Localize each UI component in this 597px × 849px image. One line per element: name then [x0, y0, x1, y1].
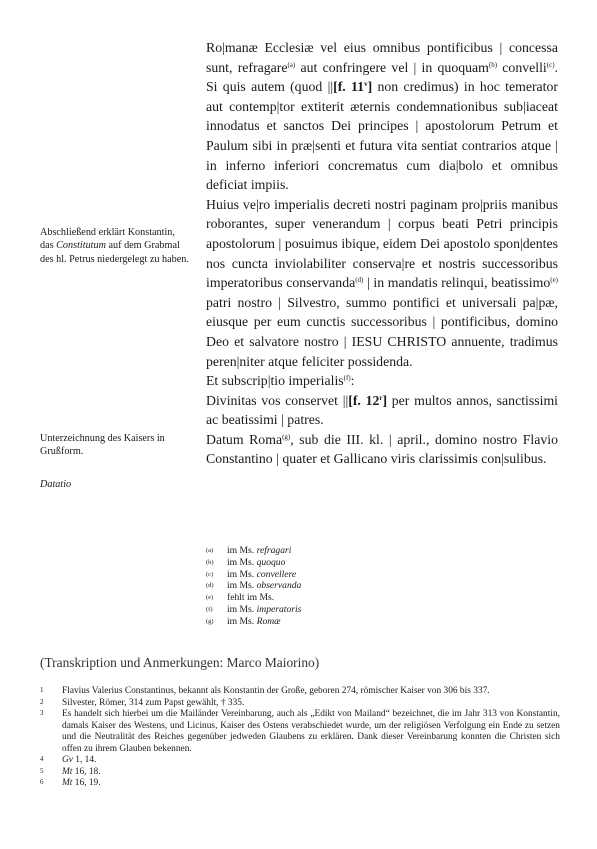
footnotes — [40, 686, 560, 790]
paragraph-1: Ro|manæ Ecclesiæ vel eius omnibus pontificibus | concessa sunt, refragare$^{(a)}$ aut confringere vel | in quoquam$^{(b)}$ convelli$^{(c)}$. Si quis autem (quod ||[f. 11$^v$] non credimus) in hoc temerator aut contemp|tor extiterit æternis condemnationibus sub|iaceat innodatus et sanctos Dei principes | apostolorum Petrum et Paulum sibi in præ|senti et futura vita sentiat contrarios atque | in inferno inferiori concrematus cum dia|bolo et omnibus deficiat impiis. — [206, 40, 558, 193]
footnote: 6 Mt 16, 19. — [40, 778, 101, 788]
main-text — [206, 38, 558, 469]
apparatus-entry: (d) im Ms. observanda — [206, 580, 302, 592]
paragraph-5: Datum Roma$^{(g)}$, sub die III. kl. | april., domino nostro Flavio Constantino | quater et Gallicano viris clarissimis con|sulibus. — [206, 431, 558, 467]
transcription-credit: (Transkription und Anmerkungen: Marco Maiorino) — [40, 655, 320, 670]
margin-note-signature: Unterzeichnung des Kaisers in Grußform. — [40, 433, 165, 458]
apparatus-entry: (e) fehlt im Ms. — [206, 592, 275, 604]
footnote: 5 Mt 16, 18. — [40, 766, 101, 777]
paragraph-2: Huius ve|ro imperialis decreti nostri paginam pro|priis manibus roborantes, super venerandum | corpus beati Petri principis apostolorum | posuimus ibique, eidem Dei apostolo spon|dentes nos cuncta inviolabiliter conserva|re et nostris successoribus imperatoribus conservanda$^{(d)}$ | in mandatis relinqui, beatissimo$^{(e)}$ patri nostro | Silvestro, summo pontifici et universali pa|pæ, eiusque per eum cunctis successoribus | pontificibus, domino Deo et salvatore nostro | IESU CHRISTO annuente, tradimus peren|niter atque feliciter possidenda. — [206, 196, 558, 369]
paragraph-3: Et subscrip|tio imperialis$^{(f)}$: — [206, 373, 355, 389]
folio-marker: [f. 12$^r$] — [348, 392, 388, 408]
footnote: 1 Flavius Valerius Constantinus, bekannt als Konstantin der Große, geboren 274, römischer Kaiser von 306 bis 337. — [40, 686, 490, 696]
footnote: 2 Silvester, Römer, 314 zum Papst gewählt, † 335. — [40, 697, 245, 708]
apparatus-entry: (b) im Ms. quoquo — [206, 556, 286, 568]
apparatus-entry: (a) im Ms. refragari — [206, 545, 292, 556]
footnote: 4 Gv 1, 14. — [40, 755, 97, 765]
folio-marker: [f. 11$^v$] — [333, 79, 373, 95]
footnote: 3 Es handelt sich hierbei um die Mailänder Vereinbarung, auch als „Edikt von Mailand“ bezeichnet, die im Jahr 313 von Konstantin, damals Kaiser des Westens, und Licinus, Kaiser des Ostens verabschiedet wurde, um der religiösen Verfolgung ein Ende zu setzen und die Neutralität des Reiches gegenüber jedweden Glaubens zu erklären. Dank dieser Vereinbarung konnten die Christen sich offen zu ihrem Glauben bekennen. — [40, 709, 560, 754]
margin-note-datatio: Datatio — [40, 479, 72, 490]
critical-apparatus — [206, 545, 406, 628]
paragraph-4: Divinitas vos conservet ||[f. 12$^r$] per multos annos, sanctissimi ac beatissimi | patres. — [206, 392, 559, 428]
apparatus-entry: (f) im Ms. imperatoris — [206, 603, 302, 615]
margin-note-burial: Abschließend erklärt Konstantin, das Constitutum auf dem Grabmal des hl. Petrus niedergelegt zu haben. — [40, 227, 189, 265]
apparatus-entry: (c) im Ms. convellere — [206, 568, 297, 580]
apparatus-entry: (g) im Ms. Romæ — [206, 615, 281, 627]
